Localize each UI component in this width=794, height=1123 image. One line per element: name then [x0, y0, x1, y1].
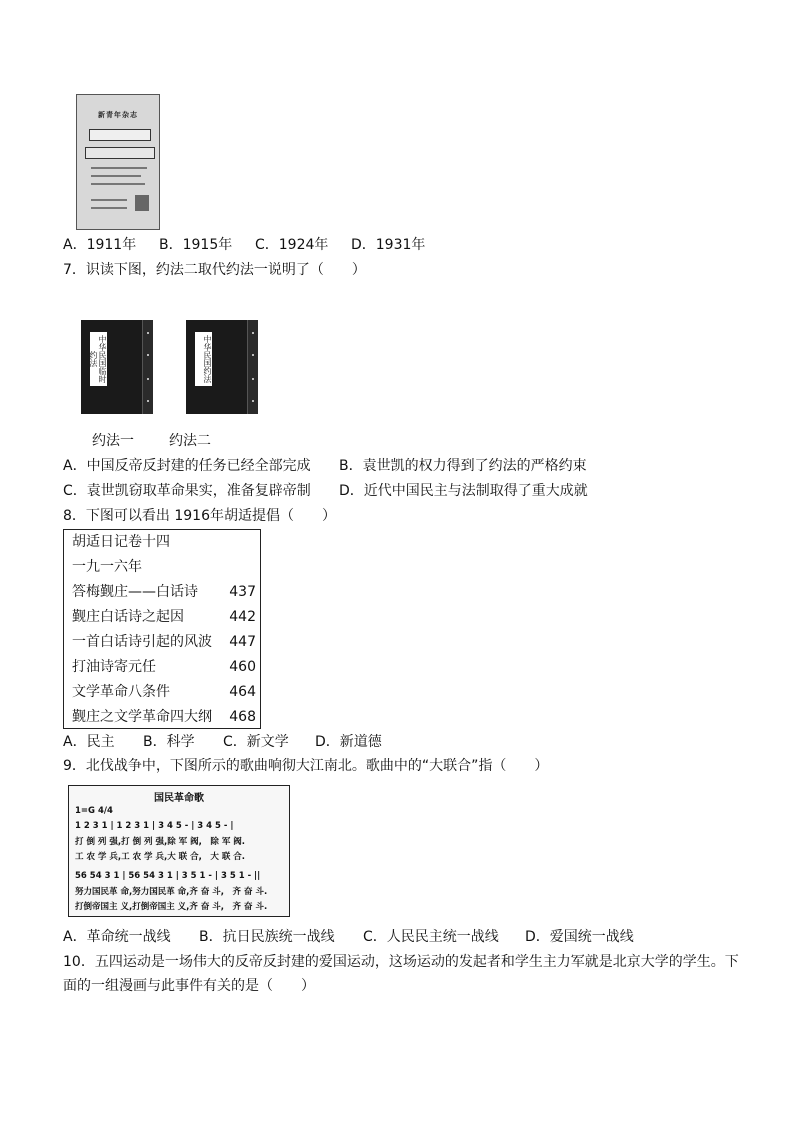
book-2-spine [247, 320, 258, 414]
cover-text-line [91, 167, 147, 169]
song-title: 国民革命歌 [154, 793, 204, 804]
option-d: D．爱国统一战线 [525, 929, 634, 945]
diary-table-of-contents [63, 529, 261, 729]
diary-year: 一九一六年 [72, 559, 142, 575]
option-a: A．中国反帝反封建的任务已经全部完成 [63, 458, 311, 474]
option-b: B．抗日民族统一战线 [199, 929, 335, 945]
diary-entry: 文学革命八条件 464 [72, 684, 256, 700]
q8-stem: 8．下图可以看出 1916年胡适提倡（ ） [63, 508, 336, 524]
book-1-spine [142, 320, 153, 414]
song-notation-line: 1 2 3 1 | 1 2 3 1 | 3 4 5 - | 3 4 5 - | [75, 821, 234, 831]
option-d: D．新道德 [315, 734, 382, 750]
book-1-label: 中华民国临时约法 [90, 332, 107, 386]
diary-entry: 觐庄白话诗之起因 442 [72, 609, 256, 625]
q10-stem-line-2: 面的一组漫画与此事件有关的是（ ） [63, 978, 315, 994]
option-d: D．1931年 [351, 237, 426, 253]
option-a: A．民主 [63, 734, 115, 750]
option-c: C．人民民主统一战线 [363, 929, 499, 945]
cover-text-line [91, 207, 127, 209]
song-lyric-line: 打 倒 列 强,打 倒 列 强,除 军 阀, 除 军 阀. [75, 837, 246, 847]
option-c: C．袁世凯窃取革命果实，准备复辟帝制 [63, 483, 311, 499]
book-caption-1: 约法一 [92, 433, 134, 449]
diary-entry: 觐庄之文学革命四大纲 468 [72, 709, 256, 725]
q9-options [63, 928, 634, 946]
q7-stem: 7．识读下图，约法二取代约法一说明了（ ） [63, 262, 366, 278]
cover-banner-2 [85, 147, 155, 159]
song-lyric-line: 工 农 学 兵,工 农 学 兵,大 联 合, 大 联 合. [75, 852, 246, 862]
magazine-cover-image [76, 94, 160, 230]
cover-text-line [91, 199, 127, 201]
option-d: D．近代中国民主与法制取得了重大成就 [339, 483, 588, 499]
diary-entry: 答梅觐庄——白话诗 437 [72, 584, 256, 600]
diary-entry: 打油诗寄元任 460 [72, 659, 256, 675]
option-c: C．1924年 [255, 237, 329, 253]
cover-text-line [91, 175, 141, 177]
song-key: 1=G 4/4 [75, 806, 113, 816]
option-a: A．革命统一战线 [63, 929, 171, 945]
cover-title: 新青年杂志 [98, 111, 138, 119]
option-b: B．1915年 [159, 237, 233, 253]
option-a: A．1911年 [63, 237, 137, 253]
song-sheet-image [68, 785, 290, 917]
book-caption-2: 约法二 [169, 433, 211, 449]
q7-options-row-2 [63, 482, 588, 500]
diary-entry: 一首白话诗引起的风波 447 [72, 634, 256, 650]
cover-banner-1 [89, 129, 151, 141]
q7-options-row-1 [63, 457, 587, 475]
q10-stem-line-1: 10．五四运动是一场伟大的反帝反封建的爱国运动，这场运动的发起者和学生主力军就是北京大学的学生。下 [63, 954, 739, 970]
song-lyric-line: 努力国民革 命,努力国民革 命,齐 奋 斗, 齐 奋 斗. [75, 887, 268, 897]
option-b: B．袁世凯的权力得到了约法的严格约束 [339, 458, 587, 474]
cover-text-line [91, 183, 145, 185]
book-2-label: 中华民国约法 [195, 332, 212, 386]
option-b: B．科学 [143, 734, 195, 750]
option-c: C．新文学 [223, 734, 289, 750]
song-notation-line: 56 54 3 1 | 56 54 3 1 | 3 5 1 - | 3 5 1 - || [75, 871, 261, 881]
cover-emblem [135, 195, 149, 211]
q8-options [63, 733, 382, 751]
book-image-2 [186, 320, 258, 414]
diary-title: 胡适日记卷十四 [72, 534, 170, 550]
song-lyric-line: 打倒帝国主 义,打倒帝国主 义,齐 奋 斗, 齐 奋 斗. [75, 902, 268, 912]
q6-options [63, 236, 425, 254]
book-image-1 [81, 320, 153, 414]
q9-stem: 9．北伐战争中，下图所示的歌曲响彻大江南北。歌曲中的“大联合”指（ ） [63, 758, 549, 774]
